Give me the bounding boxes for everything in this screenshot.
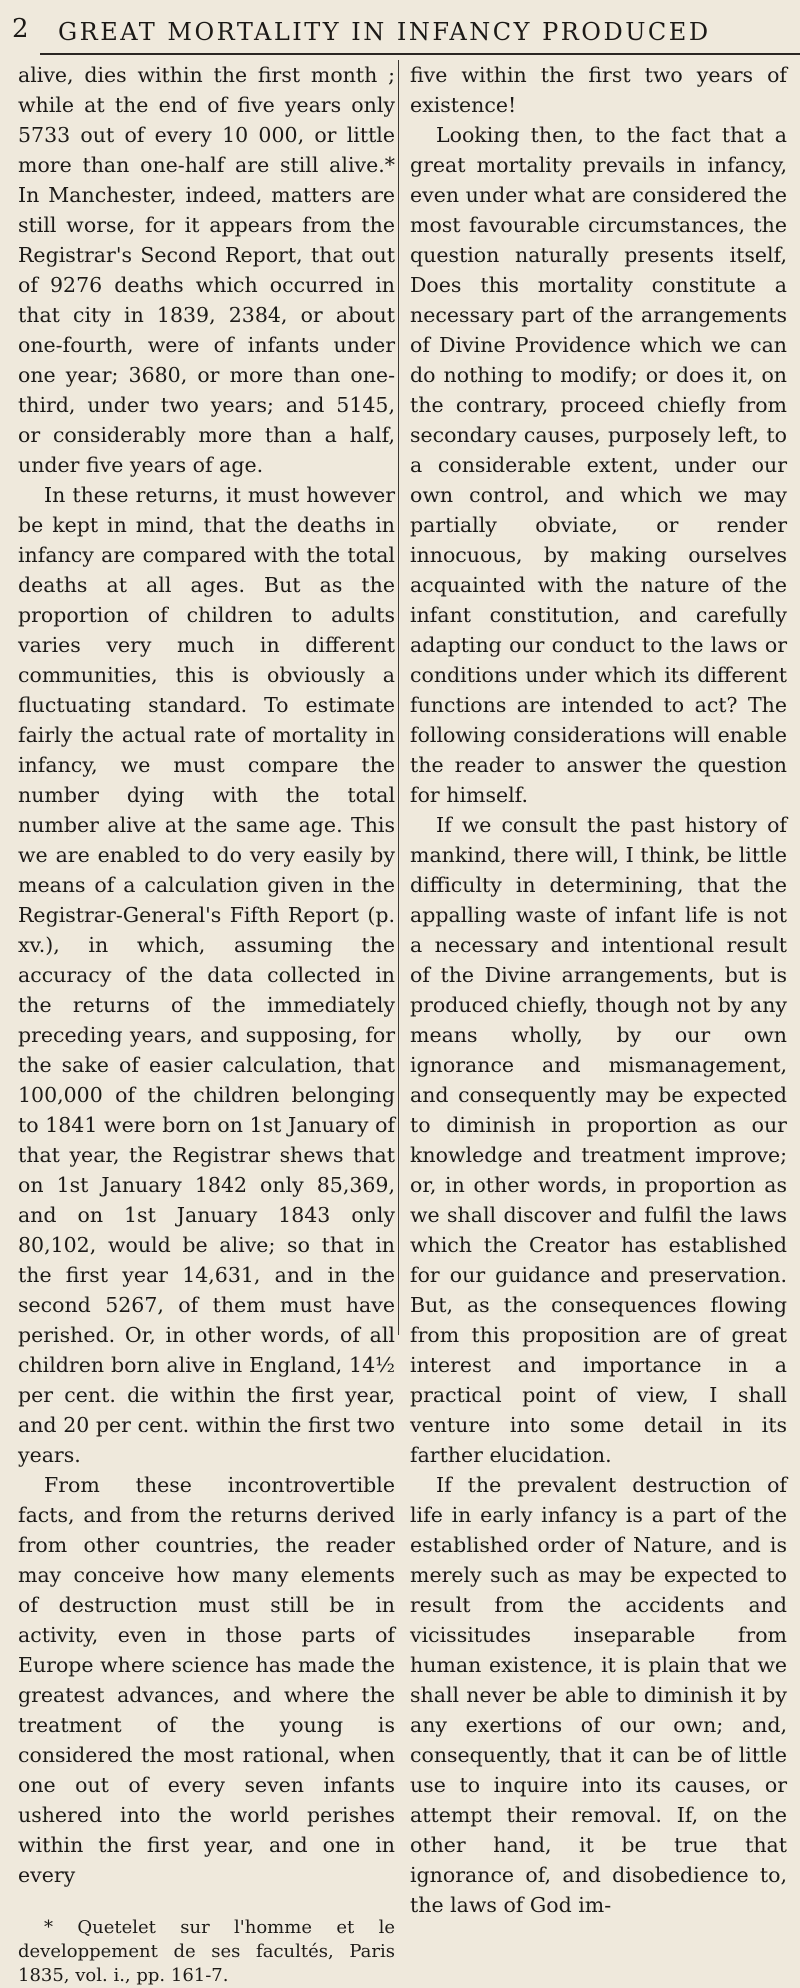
paragraph: alive, dies within the first month ; while at the end of five years only 5733 out of every 10 000, or little more than one-half are still alive.* In Manchester, indeed, matters are still worse, for it appears from the Registrar's Second Report, that out of 9276 deaths which occurred in that city in 1839, 2384, or about one-fourth, were of infants under one year; 3680, or more than one-third, under two years; and 5145, or considerably more than a half, under five years of age. [18,63,395,477]
page-header [0,0,800,52]
footnote: * Quetelet sur l'homme et le developpement de ses facultés, Paris 1835, vol. i., pp. 161-7. [18,1917,395,1986]
paragraph: Looking then, to the fact that a great mortality prevails in infancy, even under what are considered the most favourable circumstances, the question naturally presents itself, Does this mortality constitute a necessary part of the arrangements of Divine Providence which we can do nothing to modify; or does it, on the contrary, proceed chiefly from secondary causes, purposely left, to a considerable extent, under our own control, and which we may partially obviate, or render innocuous, by making ourselves acquainted with the nature of the infant constitution, and carefully adapting our conduct to the laws or conditions under which its different functions are intended to act? The following considerations will enable the reader to answer the question for himself. [410,123,787,807]
page-number: 2 [12,14,30,44]
running-title: GREAT MORTALITY IN INFANCY PRODUCED [58,18,711,46]
paragraph: From these incontrovertible facts, and from the returns derived from other countries, the reader may conceive how many elements of destruction must still be in activity, even in those parts of Europe where science has made the greatest advances, and where the treatment of the young is considered the most rational, when one out of every seven infants ushered into the world perishes within the first year, and one in every [18,1473,395,1887]
header-rule [40,53,800,55]
column-divider [398,60,399,1335]
right-column [410,60,787,1920]
paragraph: If we consult the past history of mankind, there will, I think, be little difficulty in determining, that the appalling waste of infant life is not a necessary and intentional result of the Divine arrangements, but is produced chiefly, though not by any means wholly, by our own ignorance and mismanagement, and consequently may be expected to diminish in proportion as our knowledge and treatment improve; or, in other words, in proportion as we shall discover and fulfil the laws which the Creator has established for our guidance and preservation. But, as the consequences flowing from this proposition are of great interest and importance in a practical point of view, I shall venture into some detail in its farther elucidation. [410,813,787,1467]
paragraph: If the prevalent destruction of life in early infancy is a part of the established order of Nature, and is merely such as may be expected to result from the accidents and vicissitudes inseparable from human existence, it is plain that we shall never be able to diminish it by any exertions of our own; and, consequently, that it can be of little use to inquire into its causes, or attempt their removal. If, on the other hand, it be true that ignorance of, and disobedience to, the laws of God im- [410,1473,787,1917]
paragraph: In these returns, it must however be kept in mind, that the deaths in infancy are compared with the total deaths at all ages. But as the proportion of children to adults varies very much in different communities, this is obviously a fluctuating standard. To estimate fairly the actual rate of mortality in infancy, we must compare the number dying with the total number alive at the same age. This we are enabled to do very easily by means of a calculation given in the Registrar-General's Fifth Report (p. xv.), in which, assuming the accuracy of the data collected in the returns of the immediately preceding years, and supposing, for the sake of easier calculation, that 100,000 of the children belonging to 1841 were born on 1st January of that year, the Registrar shews that on 1st January 1842 only 85,369, and on 1st January 1843 only 80,102, would be alive; so that in the first year 14,631, and in the second 5267, of them must have perished. Or, in other words, of all children born alive in England, 14½ per cent. die within the first year, and 20 per cent. within the first two years. [18,483,395,1467]
paragraph: five within the first two years of existence! [410,63,787,117]
left-column [18,60,395,1988]
